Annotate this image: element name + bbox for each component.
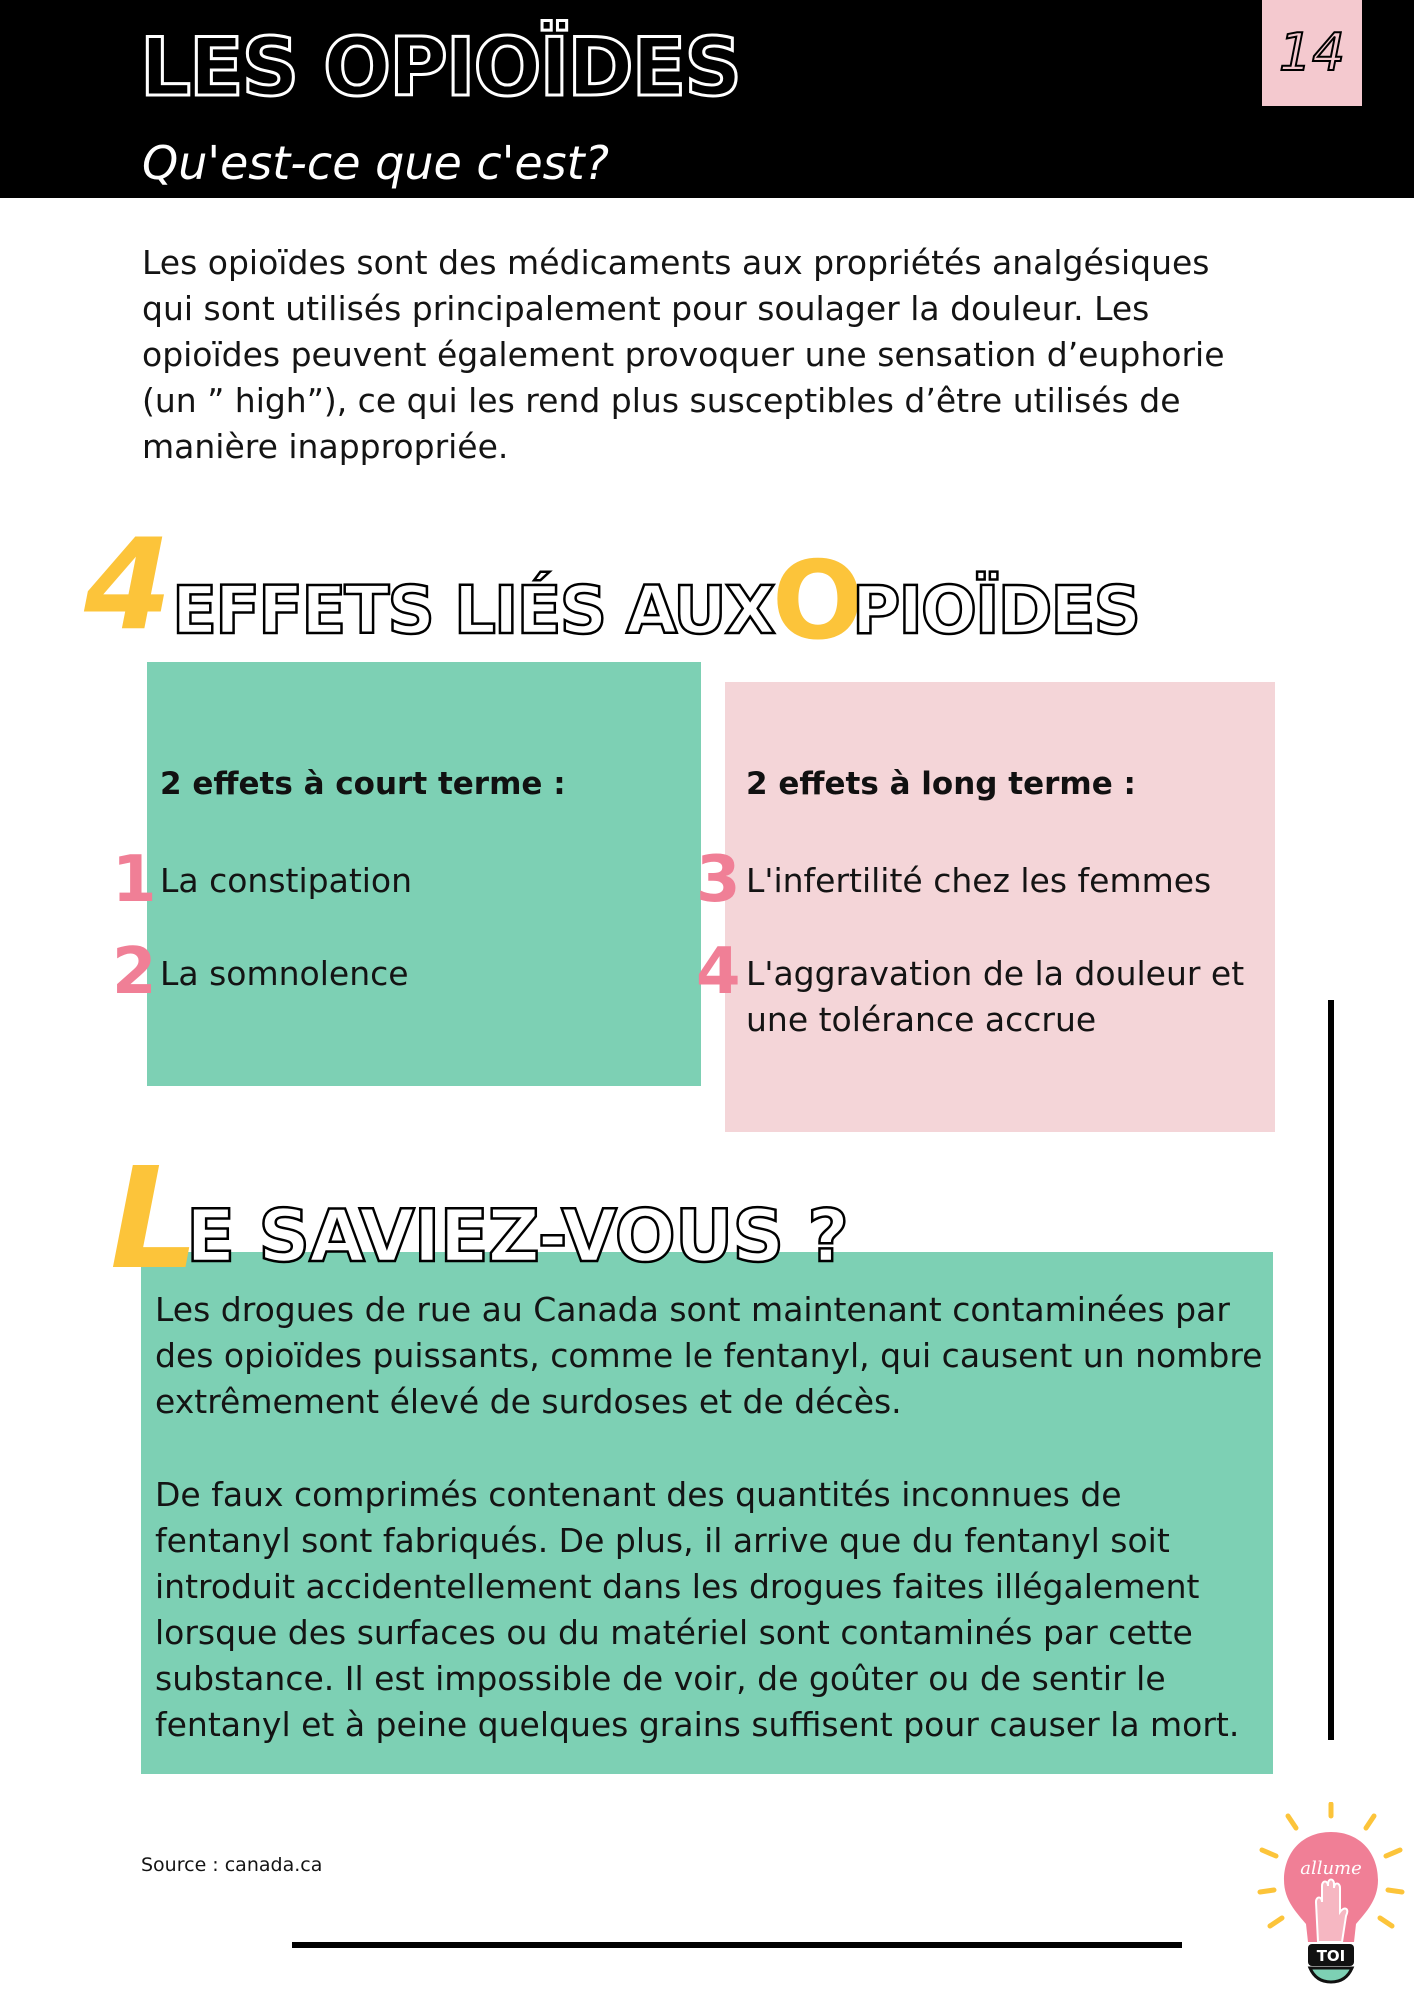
- effect-number-2: 2: [112, 935, 157, 1009]
- effect-text-1: La constipation: [160, 861, 413, 900]
- page-subtitle: Qu'est-ce que c'est?: [142, 136, 610, 190]
- source-citation: Source : canada.ca: [141, 1854, 323, 1876]
- effects-heading-o: O: [772, 539, 864, 664]
- effect-text-2: La somnolence: [160, 954, 409, 993]
- short-term-heading: 2 effets à court terme :: [160, 766, 566, 802]
- effect-text-4: L'aggravation de la douleur et une tolérance accrue: [746, 954, 1245, 1039]
- allume-toi-logo: [1256, 1802, 1406, 1992]
- effect-text-3: L'infertilité chez les femmes: [746, 861, 1212, 900]
- did-you-know-heading-letter: L: [110, 1138, 200, 1301]
- effects-heading-text: EFFETS LIÉS AUX: [172, 572, 774, 649]
- logo-text-allume: allume: [1300, 1858, 1362, 1879]
- logo-text-toi: TOI: [1316, 1947, 1346, 1965]
- page-number-badge: [1262, 0, 1362, 106]
- vertical-divider: [1328, 1000, 1334, 1740]
- intro-paragraph: Les opioïdes sont des médicaments aux propriétés analgésiques qui sont utilisés principalement pour soulager la douleur. Les opioïdes peuvent également provoquer une sensation d’euphorie (un ” high”), ce qui les rend plus susceptibles d’être utilisés de manière inappropriée.: [142, 243, 1225, 466]
- did-you-know-heading: E SAVIEZ-VOUS ?: [186, 1194, 849, 1278]
- effects-heading-number: 4: [84, 511, 172, 658]
- long-term-box: [725, 682, 1275, 1132]
- page-number: 14: [1278, 23, 1346, 83]
- long-term-heading: 2 effets à long terme :: [746, 766, 1136, 802]
- did-you-know-paragraph-1: Les drogues de rue au Canada sont maintenant contaminées par des opioïdes puissants, comme le fentanyl, qui causent un nombre extrêmement élevé de surdoses et de décès.: [155, 1290, 1263, 1421]
- effect-number-3: 3: [696, 843, 741, 917]
- effect-number-4: 4: [696, 935, 741, 1009]
- did-you-know-paragraph-2: De faux comprimés contenant des quantités inconnues de fentanyl sont fabriqués. De plus, il arrive que du fentanyl soit introduit accidentellement dans les drogues faites illégalement lorsque des surfaces ou du matériel sont contaminés par cette substance. Il est impossible de voir, de goûter ou de sentir le fentanyl et à peine quelques grains suffisent pour causer la mort.: [155, 1475, 1240, 1744]
- page-title: LES OPIOÏDES: [140, 21, 740, 114]
- effect-number-1: 1: [112, 843, 157, 917]
- footer-divider: [292, 1942, 1182, 1948]
- effects-heading-rest: PIOÏDES: [852, 572, 1139, 649]
